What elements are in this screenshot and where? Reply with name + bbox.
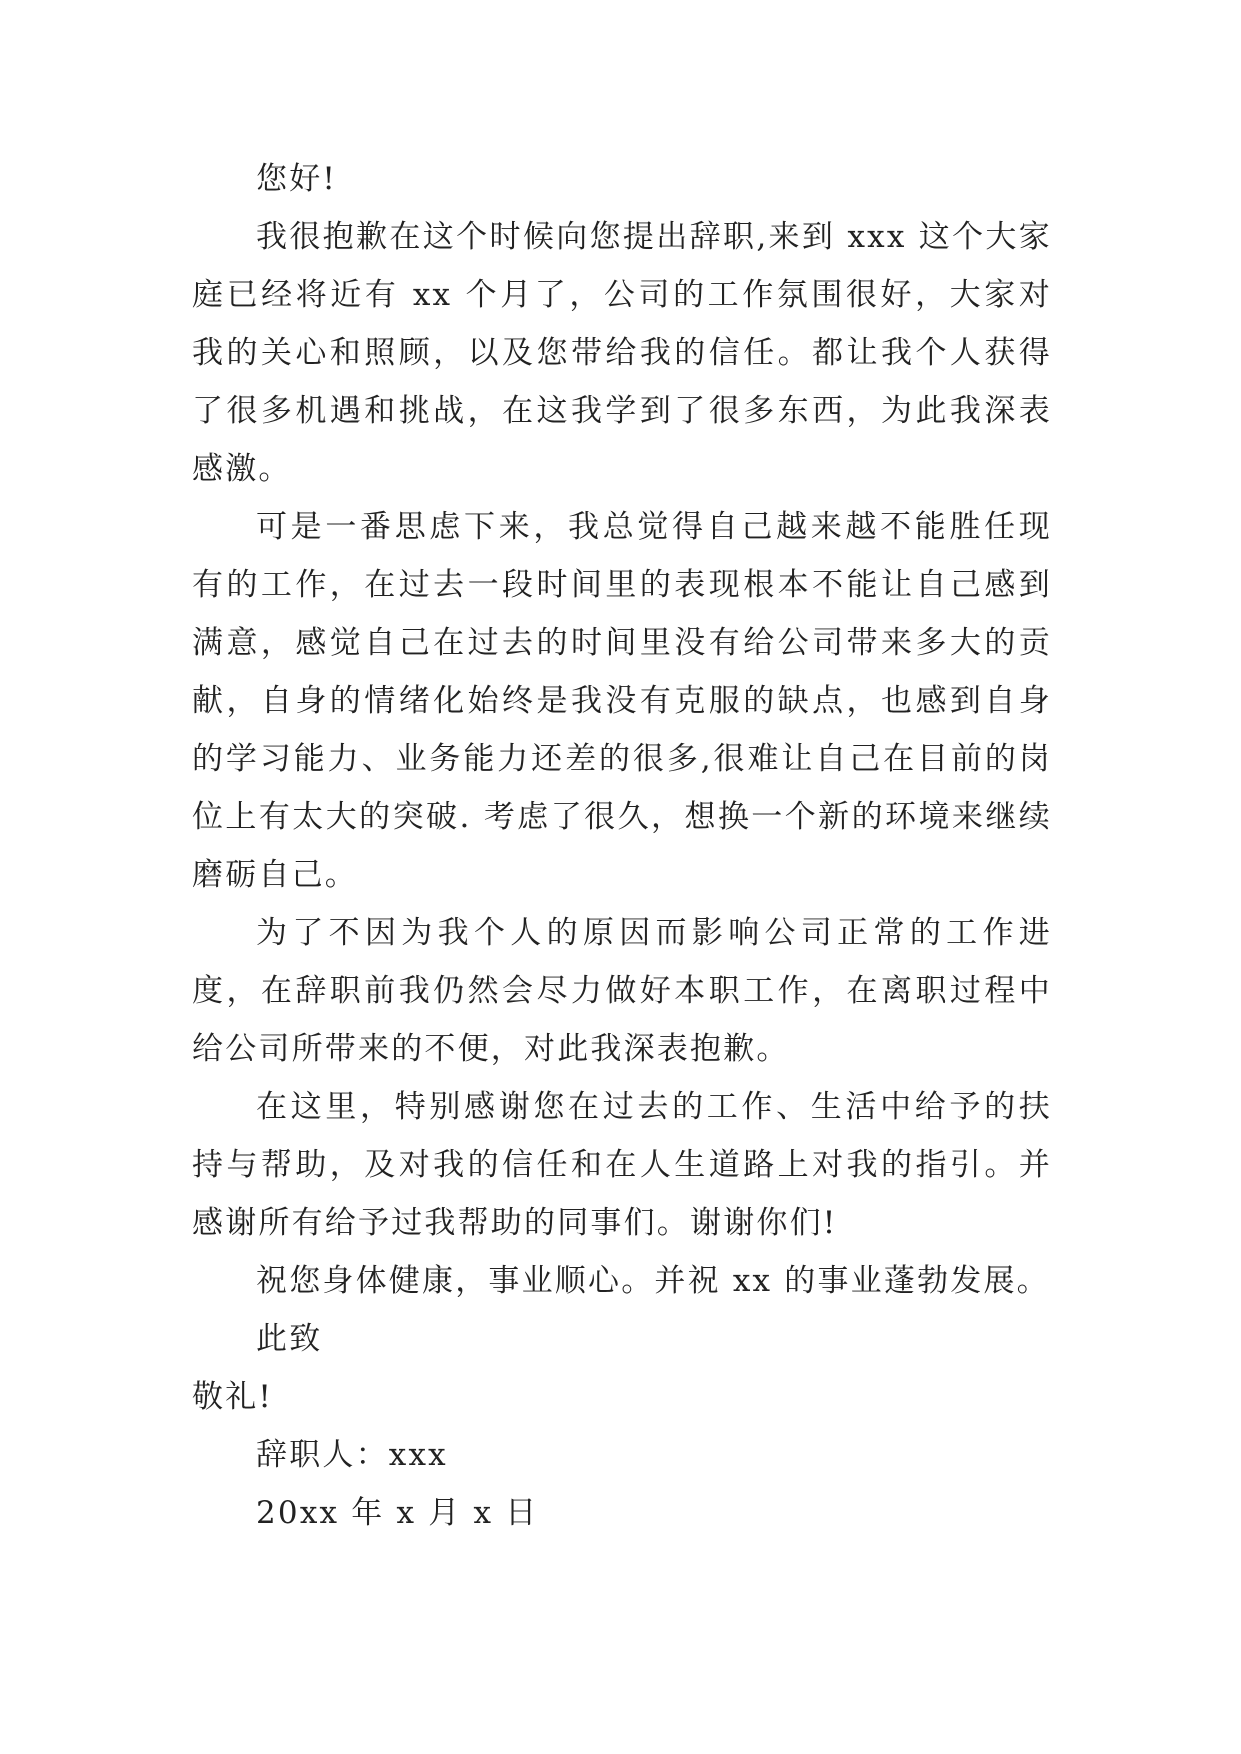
paragraph-5: 祝您身体健康，事业顺心。并祝 xx 的事业蓬勃发展。 (256, 1263, 1050, 1299)
paragraph-2: 可是一番思虑下来，我总觉得自己越来越不能胜任现有的工作，在过去一段时间里的表现根本不能让自己感到满意，感觉自己在过去的时间里没有给公司带来多大的贡献，自身的情绪化始终是我没有克服的缺点，也感到自身的学习能力、业务能力还差的很多,很难让自己在目前的岗位上有太大的突破. 考虑了很久，想换一个新的环境来继续磨砺自己。 (192, 509, 1052, 893)
signature: 辞职人：xxx (256, 1437, 448, 1473)
date: 20xx 年 x 月 x 日 (256, 1495, 539, 1531)
closing-regards: 敬礼! (192, 1379, 274, 1415)
paragraph-1: 我很抱歉在这个时候向您提出辞职,来到 xxx 这个大家庭已经将近有 xx 个月了，公司的工作氛围很好，大家对我的关心和照顾，以及您带给我的信任。都让我个人获得了很多机遇和挑战，在这我学到了很多东西，为此我深表感激。 (192, 219, 1052, 487)
resignation-letter (0, 150, 1241, 1542)
greeting: 您好! (256, 161, 338, 197)
paragraph-4: 在这里，特别感谢您在过去的工作、生活中给予的扶持与帮助，及对我的信任和在人生道路上对我的指引。并感谢所有给予过我帮助的同事们。谢谢你们! (192, 1089, 1052, 1241)
closing-salutation: 此致 (256, 1321, 323, 1357)
paragraph-3: 为了不因为我个人的原因而影响公司正常的工作进度，在辞职前我仍然会尽力做好本职工作，在离职过程中给公司所带来的不便，对此我深表抱歉。 (192, 915, 1052, 1067)
